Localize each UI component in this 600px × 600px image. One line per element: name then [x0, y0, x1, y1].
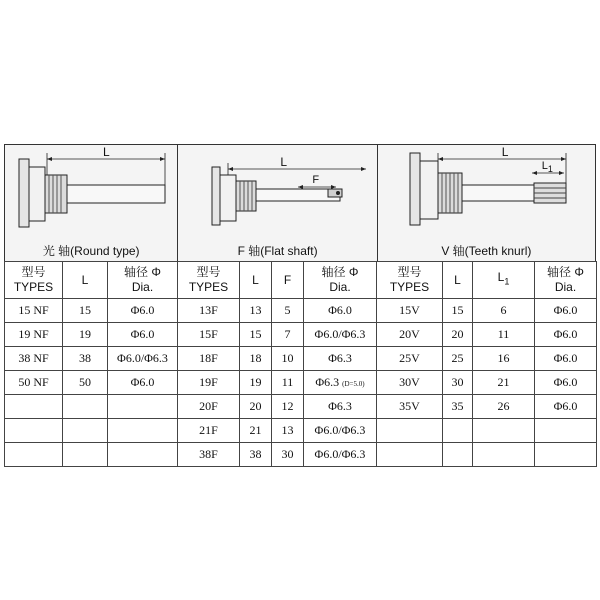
flat-caption: F 轴(Flat shaft)	[237, 244, 318, 258]
panel-round	[5, 145, 178, 261]
flat-F-cell: 5	[272, 299, 304, 323]
round-type-cell	[5, 419, 63, 443]
flat-L-cell: 15	[240, 323, 272, 347]
header-types: 型号 TYPES	[377, 262, 443, 299]
table-row	[5, 371, 597, 395]
knurl-L1-cell	[473, 443, 535, 467]
header-L: L	[240, 262, 272, 299]
round-dia-cell: Φ6.0	[108, 299, 178, 323]
knurl-L-cell: 20	[443, 323, 473, 347]
flat-dia-value: Φ6.3	[328, 351, 352, 365]
flat-dim-F: F	[312, 174, 320, 186]
round-L-cell: 50	[63, 371, 108, 395]
knurl-L1-cell: 11	[473, 323, 535, 347]
flat-L-cell: 18	[240, 347, 272, 371]
knurl-type-cell	[377, 419, 443, 443]
header-types: 型号 TYPES	[5, 262, 63, 299]
knurl-L1-cell: 16	[473, 347, 535, 371]
flat-type-cell: 13F	[178, 299, 240, 323]
knurl-type-cell: 20V	[377, 323, 443, 347]
header-F: F	[272, 262, 304, 299]
header-row	[5, 262, 597, 299]
round-L-cell: 15	[63, 299, 108, 323]
diagram-row	[4, 144, 596, 261]
round-dia-cell: Φ6.0/Φ6.3	[108, 347, 178, 371]
table-row	[5, 347, 597, 371]
knurl-type-cell: 25V	[377, 347, 443, 371]
knurl-L-cell: 15	[443, 299, 473, 323]
table-row	[5, 443, 597, 467]
flat-F-cell: 30	[272, 443, 304, 467]
flat-L-cell: 19	[240, 371, 272, 395]
header-types: 型号 TYPES	[178, 262, 240, 299]
flat-dia-value: Φ6.0	[328, 303, 352, 317]
knurl-dim-L1-sub: 1	[547, 164, 553, 175]
round-dia-cell: Φ6.0	[108, 371, 178, 395]
flat-type-cell: 20F	[178, 395, 240, 419]
table-row	[5, 395, 597, 419]
round-L-cell	[63, 419, 108, 443]
round-type-cell	[5, 443, 63, 467]
knurl-L-cell: 35	[443, 395, 473, 419]
header-dia: 轴径 Φ Dia.	[108, 262, 178, 299]
flat-dia-value: Φ6.0/Φ6.3	[314, 423, 366, 437]
flat-F-cell: 12	[272, 395, 304, 419]
flat-shaft-drawing	[178, 145, 377, 245]
flat-dia-value: Φ6.3	[315, 375, 340, 389]
panel-flat	[178, 145, 377, 261]
round-L-cell: 38	[63, 347, 108, 371]
flat-dim-L: L	[280, 155, 288, 169]
flat-L-cell: 13	[240, 299, 272, 323]
knurl-dia-cell	[535, 443, 597, 467]
knurl-L-cell: 30	[443, 371, 473, 395]
round-L-cell	[63, 395, 108, 419]
round-dia-cell	[108, 395, 178, 419]
knurl-dia-cell: Φ6.0	[535, 395, 597, 419]
round-L-cell	[63, 443, 108, 467]
knurl-caption: V 轴(Teeth knurl)	[441, 244, 532, 258]
round-type-cell: 50 NF	[5, 371, 63, 395]
header-dia: 轴径 Φ Dia.	[535, 262, 597, 299]
panel-knurl	[378, 145, 595, 261]
knurl-type-cell	[377, 443, 443, 467]
round-dia-cell	[108, 419, 178, 443]
round-type-cell: 38 NF	[5, 347, 63, 371]
flat-dia-cell	[304, 443, 377, 467]
flat-dia-cell	[304, 371, 377, 395]
round-dia-cell	[108, 443, 178, 467]
knurl-dia-cell	[535, 419, 597, 443]
flat-type-cell: 21F	[178, 419, 240, 443]
flat-dia-cell	[304, 323, 377, 347]
flat-F-cell: 10	[272, 347, 304, 371]
round-type-cell: 19 NF	[5, 323, 63, 347]
knurl-type-cell: 30V	[377, 371, 443, 395]
knurl-dim-L1	[542, 160, 553, 174]
knurl-dia-cell: Φ6.0	[535, 299, 597, 323]
header-dia: 轴径 Φ Dia.	[304, 262, 377, 299]
flat-L-cell: 38	[240, 443, 272, 467]
table-row	[5, 323, 597, 347]
knurl-type-cell: 35V	[377, 395, 443, 419]
spec-table	[4, 261, 597, 467]
flat-F-cell: 11	[272, 371, 304, 395]
knurl-type-cell: 15V	[377, 299, 443, 323]
round-dim-L: L	[103, 145, 110, 159]
flat-type-cell: 15F	[178, 323, 240, 347]
knurl-dia-cell: Φ6.0	[535, 323, 597, 347]
flat-dia-value: Φ6.0/Φ6.3	[314, 327, 366, 341]
flat-F-cell: 7	[272, 323, 304, 347]
knurl-L1-cell: 6	[473, 299, 535, 323]
flat-dia-value: Φ6.3	[328, 399, 352, 413]
flat-dia-value: Φ6.0/Φ6.3	[314, 447, 366, 461]
flat-dia-note: (D=5.0)	[342, 380, 365, 388]
knurl-dim-L1-main: L	[541, 160, 548, 172]
flat-L-cell: 21	[240, 419, 272, 443]
round-caption: 光 轴(Round type)	[42, 244, 140, 258]
flat-dia-cell	[304, 419, 377, 443]
flat-dia-cell	[304, 299, 377, 323]
flat-L-cell: 20	[240, 395, 272, 419]
flat-type-cell: 18F	[178, 347, 240, 371]
shaft-spec-sheet	[4, 144, 596, 467]
knurl-dia-cell: Φ6.0	[535, 371, 597, 395]
flat-dia-cell	[304, 395, 377, 419]
round-type-cell: 15 NF	[5, 299, 63, 323]
table-row	[5, 299, 597, 323]
knurl-L1-cell: 21	[473, 371, 535, 395]
round-shaft-drawing	[5, 145, 178, 245]
round-type-cell	[5, 395, 63, 419]
knurl-L1-cell: 26	[473, 395, 535, 419]
knurl-dia-cell: Φ6.0	[535, 347, 597, 371]
knurl-L1-cell	[473, 419, 535, 443]
flat-type-cell: 19F	[178, 371, 240, 395]
header-L: L	[443, 262, 473, 299]
knurl-shaft-drawing	[378, 145, 596, 245]
flat-type-cell: 38F	[178, 443, 240, 467]
round-dia-cell: Φ6.0	[108, 323, 178, 347]
knurl-L-cell	[443, 443, 473, 467]
header-L: L	[63, 262, 108, 299]
knurl-L-cell	[443, 419, 473, 443]
header-L1: $L_1$	[473, 262, 535, 299]
round-L-cell: 19	[63, 323, 108, 347]
flat-dia-cell	[304, 347, 377, 371]
knurl-L-cell: 25	[443, 347, 473, 371]
knurl-dim-L: L	[501, 145, 509, 159]
table-row	[5, 419, 597, 443]
flat-F-cell: 13	[272, 419, 304, 443]
